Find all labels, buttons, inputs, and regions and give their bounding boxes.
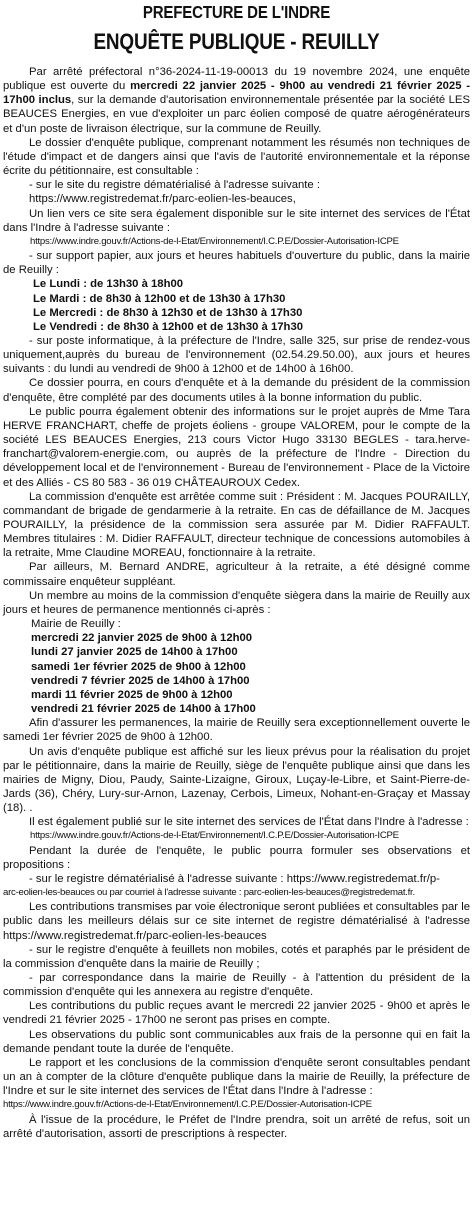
online-registry-line: - sur le registre dématérialisé à l'adresse suivante : https://www.registredemat.fr/p- xyxy=(29,872,440,885)
dossier-paragraph: Le dossier d'enquête publique, comprenant notamment les résumés non techniques de l'étude d'impact et de dangers ainsi que l'avis de l'autorité environnementale et la réponse écrite du pétitionnaire, est consultable : xyxy=(3,136,470,178)
mail-line: - par correspondance dans la mairie de Reuilly - à l'attention du président de la commission d'enquête qui les annexera au registre d'enquête. xyxy=(3,972,470,999)
information-paragraph: Le public pourra également obtenir des informations sur le projet auprès de Mme Tara HERVE FRANCHART, cheffe de projets éoliens - groupe VALOREM, pour le compte de la société LES BEAUCES Energies, 213 cours Victor Hugo 33130 BEGLES - tara.herve-franchart@valorem-energie.com, ou auprès de la préfecture de l'Indre - Direction du développement local et de l'environnement - Bureau de l'environnement - Place de la Victoire et des Alliés - CS 80 583 - 36 019 CHÂTEAUROUX Cedex. xyxy=(3,405,470,489)
permanence-item: mercredi 22 janvier 2025 de 9h00 à 12h00 xyxy=(31,632,253,645)
permanence-item: samedi 1er février 2025 de 9h00 à 12h00 xyxy=(31,660,246,673)
commission-paragraph: La commission d'enquête est arrêtée comme suit : Président : M. Jacques POURAILLY, commandant de brigade de gendarmerie à la retraite. En cas de défaillance de M. Jacques POURAILLY, la présidence de la commission sera assurée par M. Didier RAFFAULT. Membres titulaires : M. Didier RAFFAULT, directeur technique de concessions automobiles à la retraite, Mme Claudine MOREAU, fonctionnaire à la retraite. xyxy=(3,490,470,560)
contributions-paragraph: Les contributions transmises par voie électronique seront publiées et consultables par le public dans les meilleurs délais sur ce site internet de registre dématérialisé à l'adresse https://www.registredemat.fr/parc-eolien-les-beauces xyxy=(3,901,470,942)
prefecture-title: PREFECTURE DE L'INDRE xyxy=(142,2,331,22)
report-paragraph: Le rapport et les conclusions de la commission d'enquête seront consultables pendant un an à compter de la clôture d'enquête publique dans la mairie de Reuilly, la préfecture de l'Indre et sur le site internet des services de l'État dans l'Indre à l'adresse : xyxy=(3,1056,470,1098)
enquiry-dates: mercredi 22 janvier 2025 - 9h00 au vendredi 21 février 2025 - 17h00 inclus xyxy=(3,80,470,107)
observations-paragraph: Pendant la durée de l'enquête, le public pourra formuler ses observations et propositions : xyxy=(3,844,470,871)
link-paragraph: Un lien vers ce site sera également disponible sur le site internet des services de l'État dans l'Indre à l'adresse suivante : xyxy=(3,207,470,234)
notice-body xyxy=(3,65,470,1141)
communication-paragraph: Les observations du public sont communicables aux frais de la personne qui en fait la demande pendant toute la durée de l'enquête. xyxy=(3,1028,470,1055)
hours-monday: Le Lundi : de 13h30 à 18h00 xyxy=(33,278,184,291)
deadline-paragraph: Les contributions du public reçues avant le mercredi 22 janvier 2025 - 9h00 et après le vendredi 21 février 2025 - 17h00 ne seront pas prises en compte. xyxy=(3,1000,470,1027)
conclusion-paragraph: À l'issue de la procédure, le Préfet de l'Indre prendra, soit un arrêté de refus, soit un arrêté d'autorisation, assorti de prescriptions à respecter. xyxy=(3,1113,470,1140)
computer-access-line: - sur poste informatique, à la préfecture de l'Indre, salle 325, sur prise de rendez-vous uniquement,auprès du bureau de l'environnement (02.54.29.50.00), aux jours et heures suivants : du lundi au vendredi de 9h00 à 12h00 et de 14h00 à 16h00. xyxy=(3,334,470,376)
intro-text-end: , sur la demande d'autorisation environnementale présentée par la société LES BEAUCES Energies, en vue d'exploiter un parc éolien composé de quatre aérogénérateurs et d'un poste de livraison électrique, sur la commune de Reuilly. xyxy=(3,94,470,135)
intro-paragraph xyxy=(3,65,470,136)
permanence-intro: Un membre au moins de la commission d'enquête siègera dans la mairie de Reuilly aux jours et heures de permanence mentionnés ci-après : xyxy=(3,589,470,616)
opening-hours xyxy=(3,277,470,334)
hours-friday: Le Vendredi : de 8h30 à 12h00 et de 13h30 à 17h30 xyxy=(33,320,304,333)
mairie-label: Mairie de Reuilly : xyxy=(31,618,121,631)
prefecture-url-1[interactable]: https://www.indre.gouv.fr/Actions-de-l-Etat/Environnement/I.C.P.E/Dossier-Autorisation-ICPE xyxy=(30,235,399,247)
permanence-item: lundi 27 janvier 2025 de 14h00 à 17h00 xyxy=(31,646,238,659)
publication-paragraph: Il est également publié sur le site internet des services de l'État dans l'Indre à l'adresse : xyxy=(29,816,469,829)
permanence-item: vendredi 21 février 2025 de 14h00 à 17h00 xyxy=(31,703,256,716)
email-line[interactable]: arc-eolien-les-beauces ou par courriel à l'adresse suivante : parc-eolien-les-beauces@registredemat.fr. xyxy=(3,887,415,899)
prefecture-url-3[interactable]: https://www.indre.gouv.fr/Actions-de-l-Etat/Environnement/I.C.P.E/Dossier-Autorisation-ICPE xyxy=(3,1099,372,1111)
paper-registry-line: - sur le registre d'enquête à feuillets non mobiles, cotés et paraphés par le président de la commission d'enquête dans la mairie de Reuilly ; xyxy=(3,943,470,970)
registry-url[interactable]: https://www.registredemat.fr/parc-eolien-les-beauces, xyxy=(29,193,296,206)
notice-display-paragraph: Un avis d'enquête publique est affiché sur les lieux prévus pour la réalisation du projet par le pétitionnaire, dans la mairie de Reuilly, siège de l'enquête publique ainsi que dans les mairies de Migny, Diou, Paudy, Sainte-Lizaigne, Giroux, Luçay-le-Libre, et Saint-Pierre-de-Jards (36), Chéry, Lury-sur-Arnon, Lazenay, Cerbois, Limeux, Nohant-en-Graçay et Massay (18). . xyxy=(3,745,470,815)
dossier-completion-paragraph: Ce dossier pourra, en cours d'enquête et à la demande du président de la commission d'enquête, être complété par des documents utiles à la bonne information du public. xyxy=(3,377,470,404)
substitute-paragraph: Par ailleurs, M. Bernard ANDRE, agriculteur à la retraite, a été désigné comme commissaire enquêteur suppléant. xyxy=(3,561,470,588)
saturday-opening-paragraph: Afin d'assurer les permanences, la mairie de Reuilly sera exceptionnellement ouverte le samedi 1er février 2025 de 9h00 à 12h00. xyxy=(3,717,470,744)
permanence-item: vendredi 7 février 2025 de 14h00 à 17h00 xyxy=(31,674,250,687)
permanence-item: mardi 11 février 2025 de 9h00 à 12h00 xyxy=(31,688,233,701)
hours-tuesday: Le Mardi : de 8h30 à 12h00 et de 13h30 à 17h30 xyxy=(33,292,286,305)
paper-support-line: - sur support papier, aux jours et heures habituels d'ouverture du public, dans la mairie de Reuilly : xyxy=(3,250,470,277)
notice-title: ENQUÊTE PUBLIQUE - REUILLY xyxy=(93,29,380,54)
hours-wednesday: Le Mercredi : de 8h30 à 12h30 et de 13h30 à 17h30 xyxy=(33,306,303,319)
permanence-list xyxy=(3,631,470,716)
registry-line: - sur le site du registre dématérialisé à l'adresse suivante : xyxy=(29,179,320,192)
intro-text-start: Par arrêté préfectoral n°36-2024-11-19-00013 du 19 novembre 2024, une enquête publique est ouverte du xyxy=(3,66,470,93)
prefecture-url-2[interactable]: https://www.indre.gouv.fr/Actions-de-l-Etat/Environnement/I.C.P.E/Dossier-Autorisation-ICPE xyxy=(30,830,399,842)
